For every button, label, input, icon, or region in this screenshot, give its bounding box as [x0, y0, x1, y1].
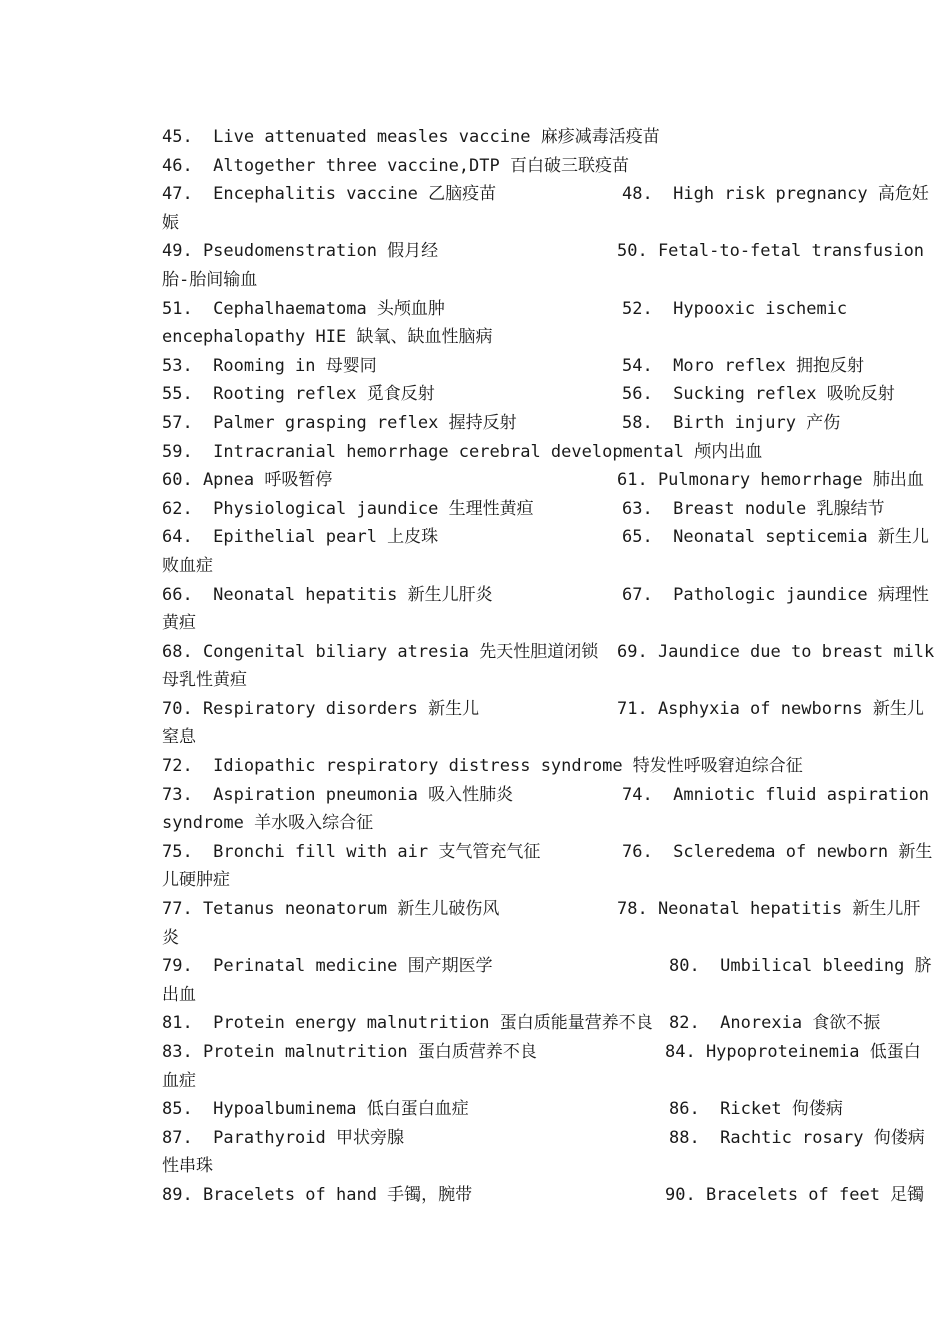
- glossary-line: [162, 495, 922, 524]
- glossary-entry: 75. Bronchi fill with air 支气管充气征: [162, 841, 541, 862]
- glossary-entry-right: 78. Neonatal hepatitis 新生儿肝: [617, 899, 921, 920]
- glossary-line: [162, 1038, 922, 1067]
- glossary-line: [162, 380, 922, 409]
- glossary-entry-right: 74. Amniotic fluid aspiration: [622, 784, 930, 805]
- glossary-line: [162, 1095, 922, 1124]
- glossary-entry: 55. Rooting reflex 觅食反射: [162, 384, 435, 405]
- glossary-line: [162, 552, 922, 581]
- glossary-entry-right: 86. Ricket 佝偻病: [669, 1099, 843, 1120]
- glossary-line: [162, 895, 922, 924]
- glossary-entry-right: 58. Birth injury 产伤: [622, 412, 841, 433]
- glossary-entry-right: 50. Fetal-to-fetal transfusion: [617, 241, 925, 262]
- glossary-entry: 59. Intracranial hemorrhage cerebral developmental 颅内出血: [162, 441, 763, 462]
- glossary-entry: 母乳性黄疸: [162, 670, 247, 691]
- glossary-line: [162, 180, 929, 209]
- glossary-line: [162, 581, 929, 610]
- glossary-entry: 娠: [162, 212, 179, 233]
- glossary-entry: 47. Encephalitis vaccine 乙脑疫苗: [162, 184, 497, 205]
- glossary-line: [162, 781, 930, 810]
- glossary-entry: 64. Epithelial pearl 上皮珠: [162, 527, 439, 548]
- glossary-entry: 败血症: [162, 555, 213, 576]
- glossary-entry-right: 65. Neonatal septicemia 新生儿: [622, 527, 929, 548]
- glossary-entry: 89. Bracelets of hand 手镯，腕带: [162, 1184, 473, 1205]
- glossary-entry-right: 48. High risk pregnancy 高危妊: [622, 184, 929, 205]
- glossary-line: [162, 723, 922, 752]
- glossary-entry: 46. Altogether three vaccine,DTP 百白破三联疫苗: [162, 155, 629, 176]
- glossary-entry: 81. Protein energy malnutrition 蛋白质能量营养不良: [162, 1013, 653, 1034]
- glossary-entry: 53. Rooming in 母婴同: [162, 355, 377, 376]
- glossary-line: [162, 638, 935, 667]
- glossary-entry-right: 54. Moro reflex 拥抱反射: [622, 355, 864, 376]
- glossary-entry: 85. Hypoalbuminema 低白蛋白血症: [162, 1099, 469, 1120]
- glossary-entry: 窒息: [162, 727, 196, 748]
- glossary-line: [162, 866, 922, 895]
- glossary-entry-right: 80. Umbilical bleeding 脐: [669, 956, 932, 977]
- glossary-entry: 性串珠: [162, 1156, 213, 1177]
- glossary-line: [162, 266, 922, 295]
- glossary-entry-right: 67. Pathologic jaundice 病理性: [622, 584, 929, 605]
- glossary-entry: 51. Cephalhaematoma 头颅血肿: [162, 298, 445, 319]
- glossary-entry: 57. Palmer grasping reflex 握持反射: [162, 412, 517, 433]
- glossary-line: [162, 809, 922, 838]
- glossary-entry: 73. Aspiration pneumonia 吸入性肺炎: [162, 784, 514, 805]
- glossary-line: [162, 123, 922, 152]
- glossary-entry: 87. Parathyroid 甲状旁腺: [162, 1127, 404, 1148]
- glossary-entry: syndrome 羊水吸入综合征: [162, 813, 374, 834]
- glossary-entry: 68. Congenital biliary atresia 先天性胆道闭锁: [162, 641, 599, 662]
- glossary-entry: 66. Neonatal hepatitis 新生儿肝炎: [162, 584, 493, 605]
- glossary-line: [162, 952, 932, 981]
- glossary-line: [162, 295, 922, 324]
- glossary-line: [162, 752, 922, 781]
- glossary-line: [162, 1009, 922, 1038]
- glossary-line: [162, 323, 922, 352]
- glossary-entry-right: 84. Hypoproteinemia 低蛋白: [665, 1042, 921, 1062]
- glossary-entry-right: 76. Scleredema of newborn 新生: [622, 841, 933, 862]
- glossary-entry: 45. Live attenuated measles vaccine 麻疹减毒活疫苗: [162, 127, 660, 147]
- glossary-entry: 血症: [162, 1070, 196, 1091]
- glossary-line: [162, 237, 925, 266]
- glossary-entry: 60. Apnea 呼吸暂停: [162, 470, 333, 491]
- glossary-line: [162, 1181, 925, 1210]
- glossary-entry-right: 82. Anorexia 食欲不振: [669, 1013, 881, 1034]
- glossary-entry: 77. Tetanus neonatorum 新生儿破伤风: [162, 899, 500, 920]
- glossary-line: [162, 438, 922, 467]
- glossary-entry: 70. Respiratory disorders 新生儿: [162, 698, 480, 719]
- glossary-entry: encephalopathy HIE 缺氧、缺血性脑病: [162, 327, 493, 348]
- glossary-entry: 炎: [162, 927, 179, 948]
- glossary-entry-right: 56. Sucking reflex 吸吮反射: [622, 384, 895, 405]
- glossary-line: [162, 924, 922, 953]
- glossary-entry: 儿硬肿症: [162, 870, 230, 891]
- glossary-entry: 胎-胎间输血: [162, 269, 258, 290]
- glossary-line: [162, 152, 922, 181]
- glossary-entry: 出血: [162, 984, 196, 1005]
- glossary-entry-right: 52. Hypooxic ischemic: [622, 298, 848, 319]
- glossary-line: [162, 209, 922, 238]
- glossary-entry: 49. Pseudomenstration 假月经: [162, 241, 439, 262]
- glossary-entry: 83. Protein malnutrition 蛋白质营养不良: [162, 1042, 537, 1062]
- glossary-line: [162, 409, 922, 438]
- glossary-entry-right: 63. Breast nodule 乳腺结节: [622, 498, 885, 519]
- glossary-page: [162, 123, 935, 1210]
- glossary-entry-right: 88. Rachtic rosary 佝偻病: [669, 1127, 925, 1148]
- glossary-entry-right: 71. Asphyxia of newborns 新生儿: [617, 698, 924, 719]
- glossary-line: [162, 466, 922, 495]
- glossary-line: [162, 1067, 922, 1096]
- glossary-entry-right: 61. Pulmonary hemorrhage 肺出血: [617, 470, 924, 491]
- glossary-line: [162, 609, 922, 638]
- glossary-entry-right: 90. Bracelets of feet 足镯: [665, 1184, 925, 1205]
- glossary-line: [162, 695, 922, 724]
- glossary-entry: 72. Idiopathic respiratory distress syndrome 特发性呼吸窘迫综合征: [162, 756, 803, 777]
- glossary-line: [162, 352, 922, 381]
- glossary-entry: 79. Perinatal medicine 围产期医学: [162, 956, 493, 977]
- glossary-entry: 62. Physiological jaundice 生理性黄疸: [162, 498, 534, 519]
- glossary-line: [162, 1124, 925, 1153]
- glossary-line: [162, 981, 922, 1010]
- glossary-line: [162, 523, 929, 552]
- glossary-line: [162, 666, 922, 695]
- glossary-line: [162, 838, 933, 867]
- glossary-line: [162, 1152, 922, 1181]
- glossary-entry: 黄疸: [162, 613, 196, 634]
- glossary-entry-right: 69. Jaundice due to breast milk: [617, 641, 935, 662]
